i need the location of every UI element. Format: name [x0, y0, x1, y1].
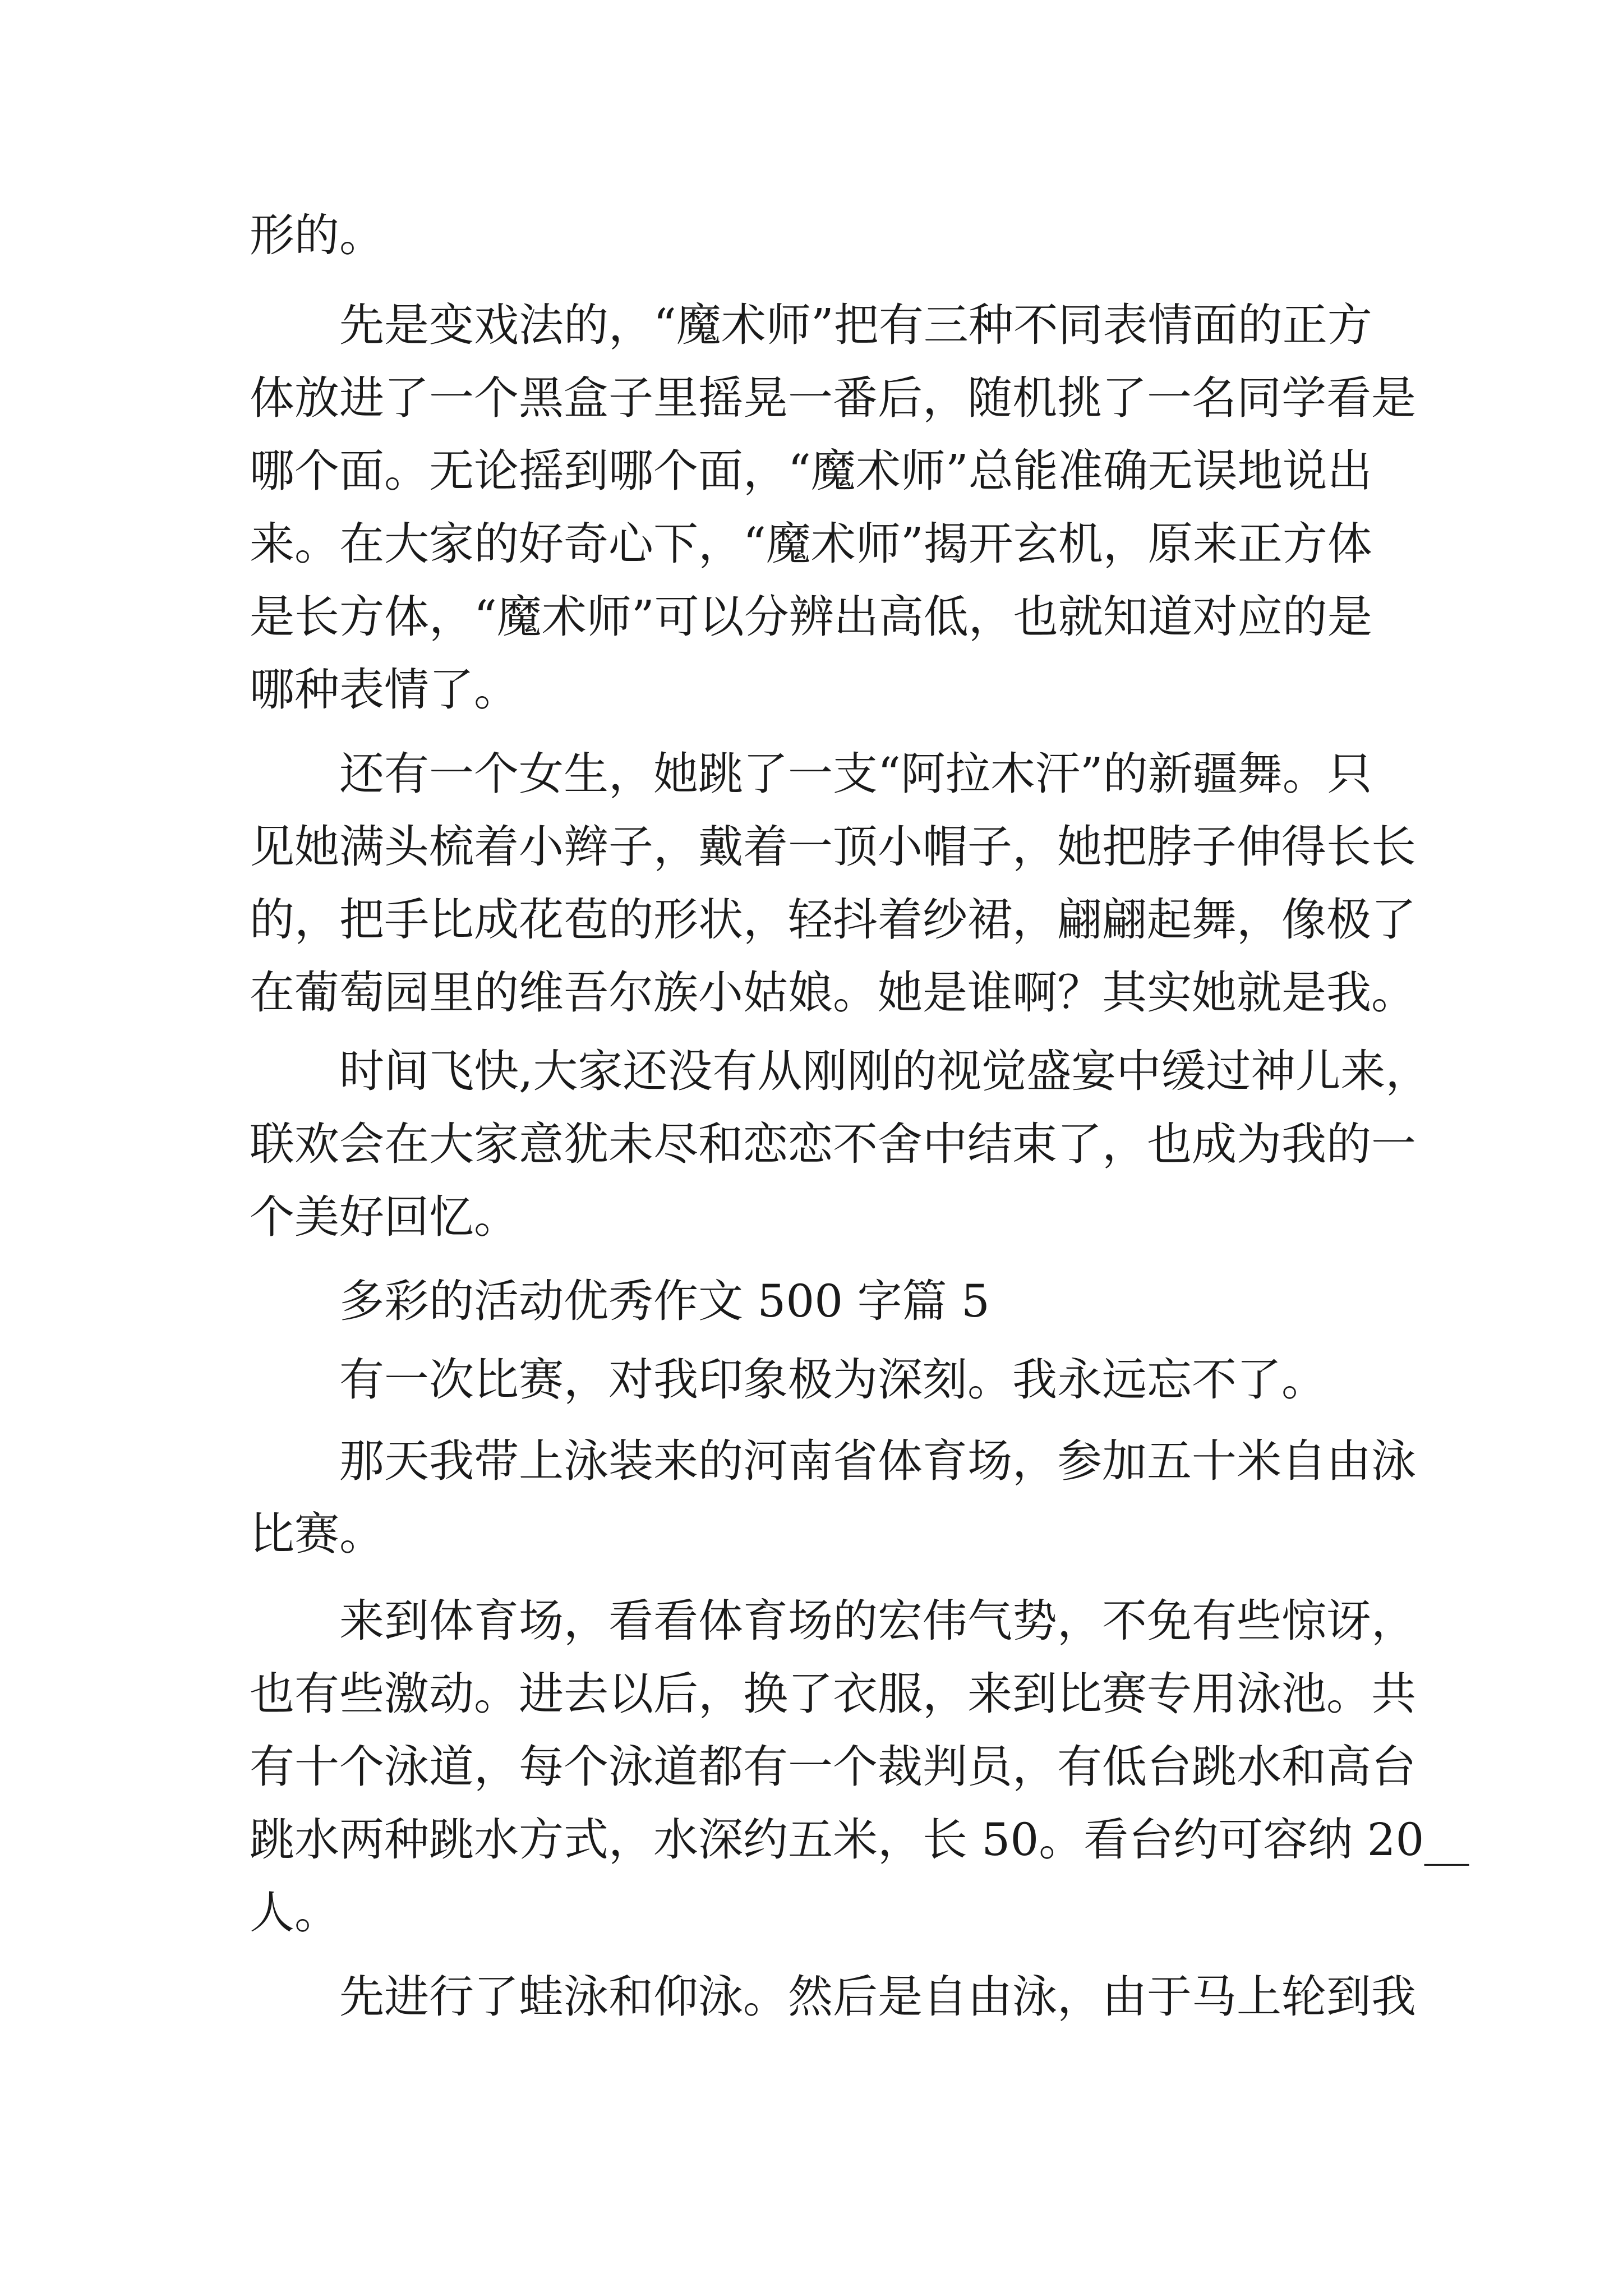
paragraph-first-line: 先是变戏法的，“魔术师”把有三种不同表情面的正方 [339, 299, 1372, 351]
text-line: 有十个泳道，每个泳道都有一个裁判员，有低台跳水和高台 [250, 1741, 1416, 1793]
text-line: 个美好回忆。 [250, 1191, 519, 1243]
text-line: 体放进了一个黑盒子里摇晃一番后，随机挑了一名同学看是 [250, 372, 1416, 424]
paragraph-first-line: 那天我带上泳装来的河南省体育场，参加五十米自由泳 [339, 1435, 1416, 1487]
paragraph-first-line: 时间飞快,大家还没有从刚刚的视觉盛宴中缓过神儿来， [339, 1045, 1431, 1097]
paragraph-first-line: 还有一个女生，她跳了一支“阿拉木汗”的新疆舞。只 [339, 748, 1372, 800]
text-line: 是长方体，“魔术师”可以分辨出高低，也就知道对应的是 [250, 591, 1372, 643]
text-line: 来。在大家的好奇心下，“魔术师”揭开玄机，原来正方体 [250, 518, 1372, 570]
text-line: 的，把手比成花苞的形状，轻抖着纱裙，翩翩起舞，像极了 [250, 894, 1416, 946]
paragraph-first-line: 来到体育场，看看体育场的宏伟气势，不免有些惊讶， [339, 1595, 1416, 1647]
text-line: 跳水两种跳水方式，水深约五米，长 50。看台约可容纳 20__ [250, 1814, 1469, 1866]
text-line: 人。 [250, 1887, 339, 1939]
text-line: 也有些激动。进去以后，换了衣服，来到比赛专用泳池。共 [250, 1668, 1416, 1720]
text-line: 形的。 [250, 209, 384, 261]
paragraph-first-line: 先进行了蛙泳和仰泳。然后是自由泳，由于马上轮到我 [339, 1971, 1416, 2023]
text-line: 比赛。 [250, 1508, 384, 1560]
text-line: 哪个面。无论摇到哪个面，“魔术师”总能准确无误地说出 [250, 445, 1372, 497]
text-line: 联欢会在大家意犹未尽和恋恋不舍中结束了，也成为我的一 [250, 1118, 1416, 1170]
text-line: 哪种表情了。 [250, 664, 519, 716]
text-line: 在葡萄园里的维吾尔族小姑娘。她是谁啊？其实她就是我。 [250, 967, 1416, 1019]
section-heading: 多彩的活动优秀作文 500 字篇 5 [339, 1275, 990, 1327]
text-line: 见她满头梳着小辫子，戴着一顶小帽子，她把脖子伸得长长 [250, 821, 1416, 873]
paragraph-first-line: 有一次比赛，对我印象极为深刻。我永远忘不了。 [339, 1354, 1326, 1406]
